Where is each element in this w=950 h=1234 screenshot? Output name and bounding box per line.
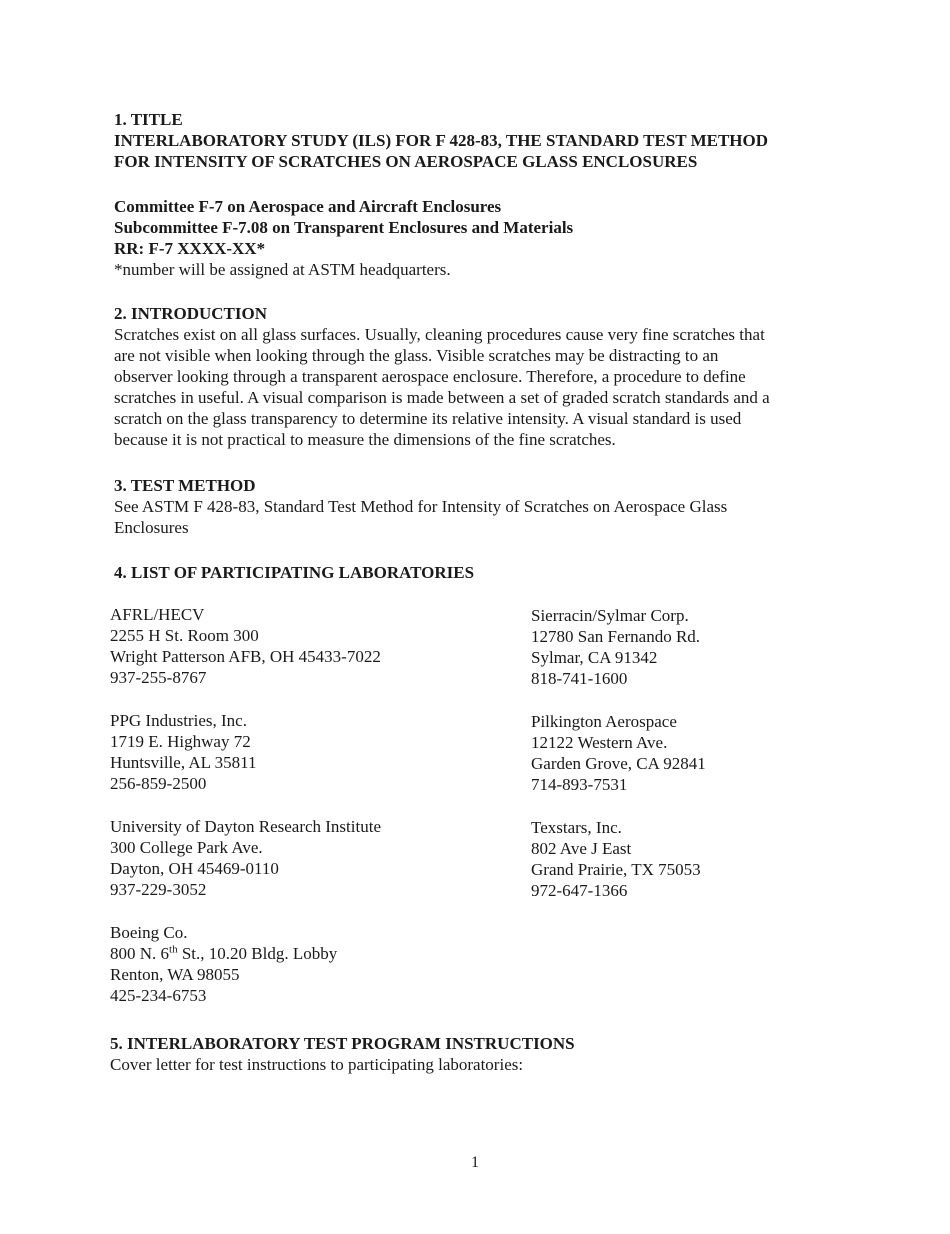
lab-name: Sierracin/Sylmar Corp.: [531, 606, 689, 625]
lab-city: Renton, WA 98055: [110, 965, 240, 984]
lab-street-part: 800 N. 6: [110, 944, 170, 963]
introduction-section: [114, 303, 854, 450]
introduction-line: scratch on the glass transparency to determine its relative intensity. A visual standard is used: [114, 409, 742, 428]
lab-phone: 937-229-3052: [110, 880, 207, 899]
lab-phone: 256-859-2500: [110, 774, 207, 793]
rr-footnote: *number will be assigned at ASTM headquarters.: [114, 260, 451, 279]
test-method-section: [114, 475, 854, 538]
lab-city: Dayton, OH 45469-0110: [110, 859, 279, 878]
lab-name: PPG Industries, Inc.: [110, 711, 247, 730]
lab-phone: 937-255-8767: [110, 668, 207, 687]
labs-heading-block: [114, 562, 854, 583]
instructions-heading: 5. INTERLABORATORY TEST PROGRAM INSTRUCTIONS: [110, 1034, 575, 1053]
lab-address: [531, 817, 871, 901]
lab-city: Huntsville, AL 35811: [110, 753, 257, 772]
lab-city: Garden Grove, CA 92841: [531, 754, 706, 773]
subcommittee-name: Subcommittee F-7.08 on Transparent Enclosures and Materials: [114, 218, 574, 237]
test-method-line: See ASTM F 428-83, Standard Test Method for Intensity of Scratches on Aerospace Glass: [114, 497, 728, 516]
lab-street: 802 Ave J East: [531, 839, 632, 858]
lab-phone: 425-234-6753: [110, 986, 207, 1005]
lab-name: University of Dayton Research Institute: [110, 817, 381, 836]
title-line-2: FOR INTENSITY OF SCRATCHES ON AEROSPACE GLASS ENCLOSURES: [114, 152, 698, 171]
lab-phone: 818-741-1600: [531, 669, 628, 688]
instructions-section: [110, 1033, 850, 1075]
lab-city: Sylmar, CA 91342: [531, 648, 658, 667]
introduction-heading: 2. INTRODUCTION: [114, 304, 268, 323]
lab-name: Texstars, Inc.: [531, 818, 622, 837]
title-line-1: INTERLABORATORY STUDY (ILS) FOR F 428-83, THE STANDARD TEST METHOD: [114, 131, 769, 150]
labs-heading: 4. LIST OF PARTICIPATING LABORATORIES: [114, 563, 475, 582]
lab-street: 1719 E. Highway 72: [110, 732, 251, 751]
lab-name: AFRL/HECV: [110, 605, 205, 624]
lab-phone: 972-647-1366: [531, 881, 628, 900]
title-section: [114, 109, 854, 172]
page-number: 1: [471, 1154, 479, 1171]
lab-address: [531, 605, 871, 689]
labs-left-column: [110, 604, 450, 1028]
test-method-heading: 3. TEST METHOD: [114, 476, 256, 495]
lab-address: [110, 604, 450, 688]
introduction-line: observer looking through a transparent aerospace enclosure. Therefore, a procedure to define: [114, 367, 746, 386]
committee-name: Committee F-7 on Aerospace and Aircraft Enclosures: [114, 197, 502, 216]
labs-right-column: [531, 605, 871, 923]
rr-number: RR: F-7 XXXX-XX*: [114, 239, 266, 258]
lab-street: [110, 943, 450, 964]
lab-city: Wright Patterson AFB, OH 45433-7022: [110, 647, 381, 666]
lab-address: [531, 711, 871, 795]
test-method-line: Enclosures: [114, 518, 189, 537]
lab-street: 12780 San Fernando Rd.: [531, 627, 701, 646]
introduction-line: because it is not practical to measure the dimensions of the fine scratches.: [114, 430, 616, 449]
lab-street: 300 College Park Ave.: [110, 838, 263, 857]
lab-street-superscript: th: [169, 943, 178, 956]
lab-address: [110, 816, 450, 900]
lab-street: 2255 H St. Room 300: [110, 626, 259, 645]
lab-street: 12122 Western Ave.: [531, 733, 668, 752]
lab-name: Pilkington Aerospace: [531, 712, 677, 731]
lab-name: Boeing Co.: [110, 923, 188, 942]
introduction-line: are not visible when looking through the glass. Visible scratches may be distracting to an: [114, 346, 719, 365]
committee-section: [114, 196, 854, 280]
instructions-text: Cover letter for test instructions to participating laboratories:: [110, 1055, 524, 1074]
introduction-line: scratches in useful. A visual comparison is made between a set of graded scratch standards and a: [114, 388, 770, 407]
lab-address: [110, 710, 450, 794]
lab-address: [110, 922, 450, 1006]
title-heading: 1. TITLE: [114, 110, 183, 129]
lab-phone: 714-893-7531: [531, 775, 628, 794]
lab-city: Grand Prairie, TX 75053: [531, 860, 701, 879]
introduction-line: Scratches exist on all glass surfaces. Usually, cleaning procedures cause very fine scratches that: [114, 325, 765, 344]
lab-street-part: St., 10.20 Bldg. Lobby: [177, 944, 338, 963]
